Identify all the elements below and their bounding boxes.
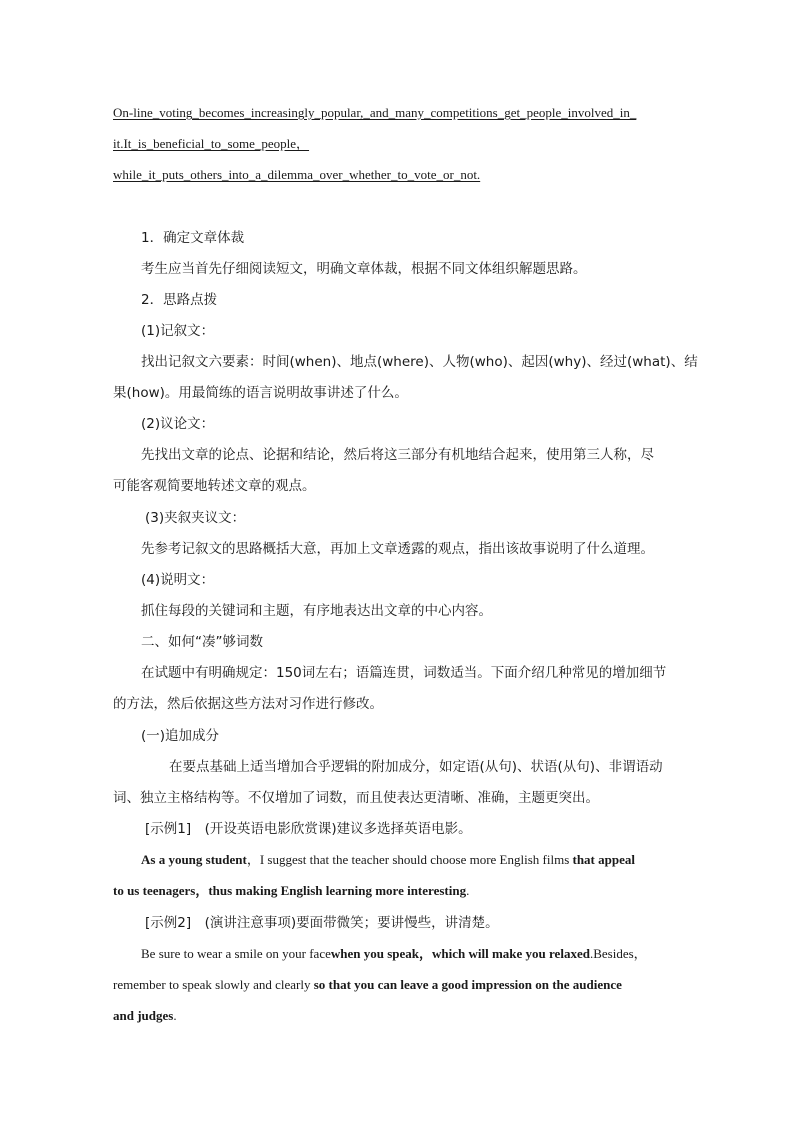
section-1-title: 1．确定文章体裁 — [141, 230, 245, 246]
example-2-title: [示例2] (演讲注意事项)要面带微笑；要讲慢些，讲清楚。 — [145, 915, 499, 931]
intro-line-2: it.It_is_beneficial_to_some_people， — [113, 136, 310, 151]
intro-line-1: On-line_voting_becomes_increasingly_popular,_and_many_competitions_get_people_involved_in_ — [113, 105, 637, 120]
example-1-line-2 — [113, 881, 683, 901]
argument-body-1: 先找出文章的论点、论据和结论，然后将这三部分有机地结合起来，使用第三人称，尽 — [141, 447, 654, 463]
example-2-bold-b: when you speak，which will make you relaxed — [330, 946, 590, 961]
example-2-text-g: . — [173, 1008, 177, 1023]
example-2-bold-f: and judges — [113, 1008, 174, 1023]
part-2-title: 二、如何“凑”够词数 — [141, 634, 263, 650]
example-2-line-3 — [113, 1006, 683, 1026]
example-1-text-b: ，I suggest that the teacher should choose more English films — [246, 852, 573, 867]
argument-body-2: 可能客观简要地转述文章的观点。 — [113, 478, 316, 494]
narrative-title: (1)记叙文： — [141, 323, 215, 339]
part-2-body-2: 的方法，然后依据这些方法对习作进行修改。 — [113, 696, 383, 712]
example-2-text-d: remember to speak slowly and clearly — [113, 977, 314, 992]
method-1-title: (一)追加成分 — [141, 728, 220, 744]
example-2-text-a: Be sure to wear a smile on your face — [141, 946, 331, 961]
example-1-line-1 — [141, 850, 711, 870]
narrative-body-1: 找出记叙文六要素：时间(when)、地点(where)、人物(who)、起因(why)、经过(what)、结 — [141, 354, 698, 370]
method-1-body-2: 词、独立主格结构等。不仅增加了词数，而且使表达更清晰、准确，主题更突出。 — [113, 790, 599, 806]
method-1-body-1: 在要点基础上适当增加合乎逻辑的附加成分，如定语(从句)、状语(从句)、非谓语动 — [169, 759, 663, 775]
example-1-bold-a: As a young student — [141, 852, 247, 867]
example-1-title: [示例1] (开设英语电影欣赏课)建议多选择英语电影。 — [145, 821, 472, 837]
example-2-bold-e: so that you can leave a good impression on the audience — [313, 977, 622, 992]
mixed-body: 先参考记叙文的思路概括大意，再加上文章透露的观点，指出该故事说明了什么道理。 — [141, 541, 654, 557]
argument-title: (2)议论文： — [141, 416, 215, 432]
narrative-body-2: 果(how)。用最简练的语言说明故事讲述了什么。 — [113, 385, 408, 401]
example-1-text-e: . — [466, 883, 470, 898]
mixed-title: (3)夹叙夹议文： — [145, 510, 246, 526]
example-1-bold-d: to us teenagers，thus making English learning more interesting — [113, 883, 467, 898]
example-2-line-1 — [141, 944, 711, 964]
example-1-bold-c: that appeal — [572, 852, 635, 867]
exposition-title: (4)说明文： — [141, 572, 215, 588]
part-2-body-1: 在试题中有明确规定：150词左右；语篇连贯，词数适当。下面介绍几种常见的增加细节 — [141, 665, 667, 681]
example-2-text-c: .Besides， — [589, 946, 647, 961]
section-2-title: 2．思路点拨 — [141, 292, 218, 308]
example-2-line-2 — [113, 975, 683, 995]
section-1-body: 考生应当首先仔细阅读短文，明确文章体裁，根据不同文体组织解题思路。 — [141, 261, 587, 277]
exposition-body: 抓住每段的关键词和主题，有序地表达出文章的中心内容。 — [141, 603, 492, 619]
intro-line-3: while_it_puts_others_into_a_dilemma_over_whether_to_vote_or_not. — [113, 167, 481, 182]
